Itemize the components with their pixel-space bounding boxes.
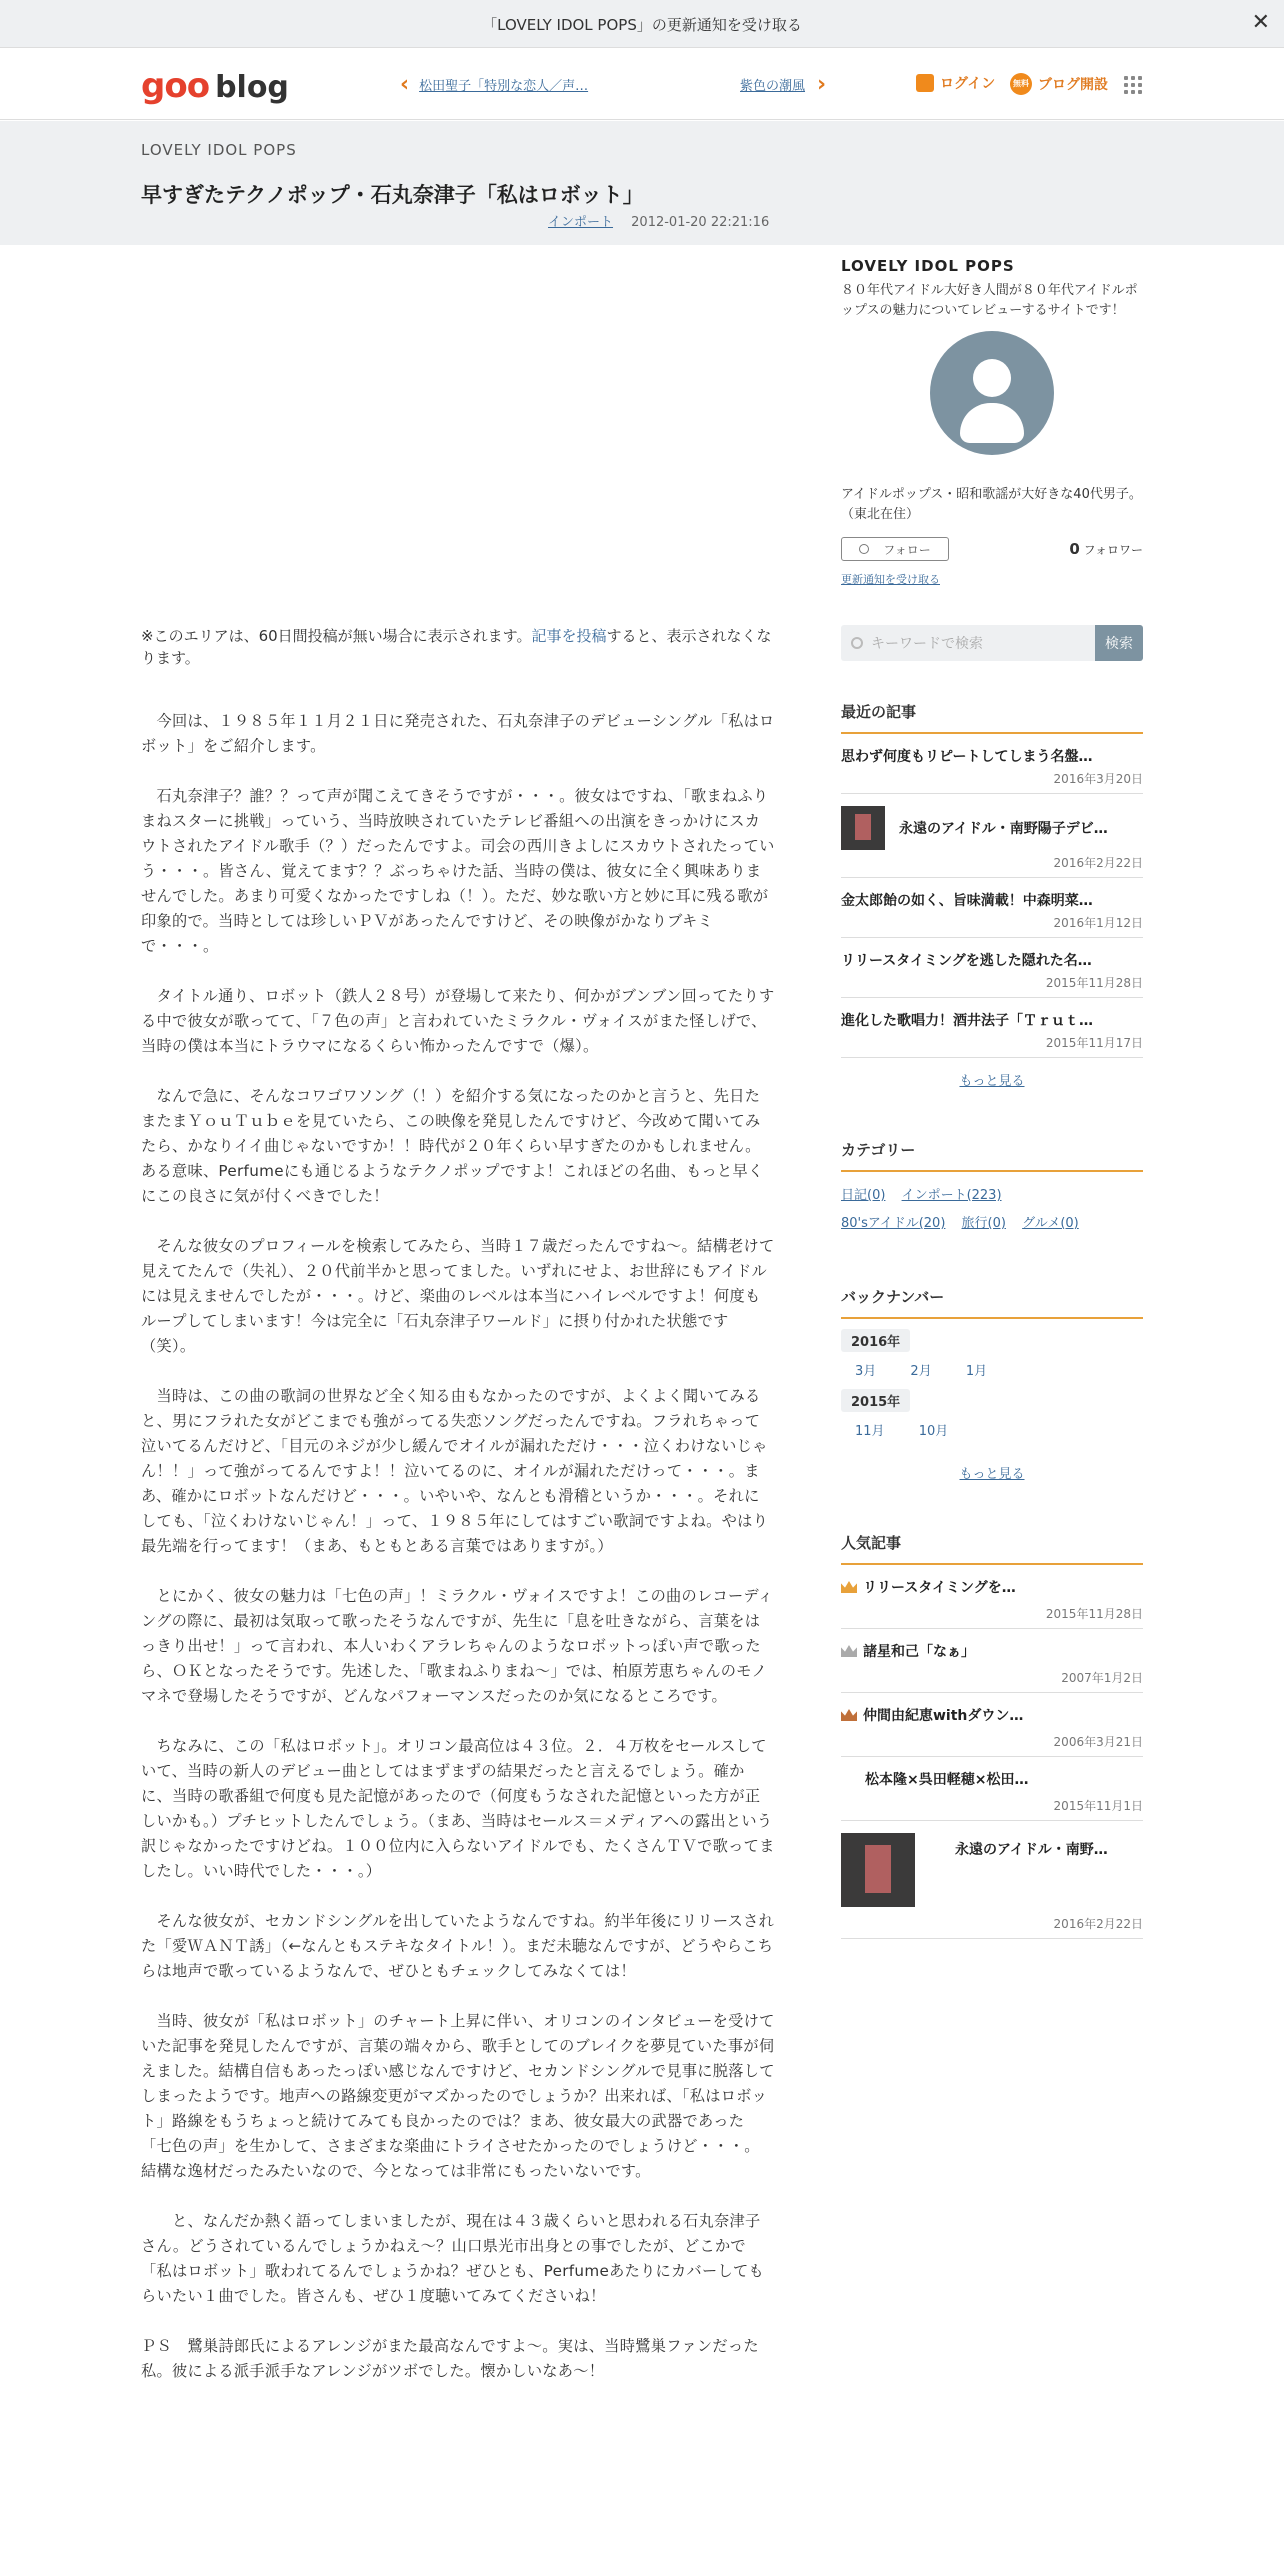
recent-article-date: 2016年2月22日 (1053, 856, 1143, 870)
logo-goo-text: goo (141, 66, 210, 106)
page-title: 早すぎたテクノポップ・石丸奈津子「私はロボット」 (141, 183, 644, 207)
popular-article-title[interactable]: リリースタイミングを… (863, 1580, 1016, 1596)
free-badge-icon: 無料 (1010, 73, 1032, 95)
previous-article-label[interactable]: 松田聖子「特別な恋人／声… (419, 79, 589, 94)
next-article-label[interactable]: 紫色の潮風 (740, 79, 806, 94)
article-paragraph: とにかく、彼女の魅力は「七色の声」！ミラクル・ヴォイスですよ！この曲のレコーディングの際に、最初は気取って歌ったそうなんですが、先生に「息を吐きながら、言葉をはっきり出せ！」って言われ、本人いわくアラレちゃんのようなロボットっぽい声で歌ったら、ＯＫとなったそうです。先述した、「歌まねふりまね～」では、柏原芳恵ちゃんのモノマネで登場したそうですが、どんなパフォーマンスだったのか気になるところです。 (141, 1587, 774, 1705)
list-item[interactable] (841, 734, 1143, 794)
article-paragraph: タイトル通り、ロボット（鉄人２８号）が登場して来たり、何かがブンブン回ってたりする中で彼女が歌ってて、「７色の声」と言われていたミラクル・ヴォイスがまた怪しげで、当時の僕は本当にトラウマになるくらい怖かったんですで（爆）。 (141, 987, 775, 1055)
article-thumbnail[interactable] (841, 806, 885, 850)
back-numbers (841, 1286, 1143, 1482)
ad-space (141, 245, 775, 625)
update-notice-bar[interactable] (0, 0, 1284, 48)
crown-icon (841, 1645, 857, 1657)
post-article-link[interactable]: 記事を投稿 (531, 627, 607, 645)
post-category-link[interactable]: インポート (548, 215, 614, 230)
month-list (855, 1420, 1143, 1439)
area-note-pre: ※このエリアは、60日間投稿が無い場合に表示されます。 (141, 627, 532, 645)
previous-article-link[interactable] (400, 71, 589, 97)
sidebar-blog-description: ８０年代アイドル大好き人間が８０年代アイドルポップスの魅力についてレビューするサイトです！ (841, 283, 1138, 318)
avatar[interactable] (930, 331, 1054, 455)
backnum-more-link[interactable]: もっと見る (959, 1467, 1025, 1482)
chevron-right-icon: › (817, 71, 827, 97)
top-navigation (0, 48, 1284, 120)
article-paragraph: 当時は、この曲の歌詞の世界など全く知る由もなかったのですが、よくよく聞いてみると、男にフラれた女がどこまでも強がってる失恋ソングだったんですね。フラれちゃって泣いてるんだけど、「目元のネジが少し緩んでオイルが漏れただけ・・・泣くわけないじゃん！！」って強がってるんですよ！！泣いてるのに、オイルが漏れただけって・・・。まあ、確かにロボットなんだけど・・・。いやいや、なんとも滑稽というか・・・。それにしても、「泣くわけないじゃん！」って、１９８５年にしてはすごい歌詞ですよね。やはり最先端を行ってます！（まあ、もともとある言葉ではありますが。） (141, 1387, 769, 1555)
recent-article-title[interactable]: 永遠のアイドル・南野陽子デビ… (899, 821, 1108, 837)
search-icon (851, 637, 863, 649)
category-link[interactable]: 日記(0) (841, 1188, 886, 1203)
popular-article-date: 2006年3月21日 (1053, 1735, 1143, 1749)
search-input[interactable] (841, 625, 1095, 661)
open-blog-label: ブログ開設 (1038, 77, 1108, 93)
category-link[interactable]: 旅行(0) (961, 1216, 1006, 1231)
avatar-head-icon (973, 359, 1011, 397)
recent-title: 最近の記事 (841, 701, 1143, 734)
goo-blog-logo[interactable] (141, 66, 289, 106)
sidebar-blog-name: LOVELY IDOL POPS (841, 257, 1015, 275)
follower-count (1069, 540, 1143, 558)
main-content (141, 245, 775, 2409)
recent-articles (841, 701, 1143, 1089)
search-button[interactable]: 検索 (1095, 625, 1143, 661)
user-icon (859, 544, 869, 554)
chevron-left-icon: ‹ (400, 71, 410, 97)
category-link[interactable]: インポート(223) (901, 1188, 1002, 1203)
popular-article-title[interactable]: 永遠のアイドル・南野… (955, 1842, 1108, 1858)
area-note-post: すると、表示されなくなります。 (141, 627, 772, 667)
search-placeholder: キーワードで検索 (871, 636, 983, 652)
month-link[interactable]: 3月 (855, 1364, 877, 1379)
recent-article-title[interactable]: 金太郎飴の如く、旨味満載！中森明菜… (841, 893, 1093, 909)
popular-article-date: 2007年1月2日 (1061, 1671, 1143, 1685)
search-box (841, 625, 1143, 661)
follow-label: フォロー (883, 542, 931, 557)
categories-title: カテゴリー (841, 1139, 1143, 1172)
article-paragraph: 今回は、１９８５年１１月２１日に発売された、石丸奈津子のデビューシングル「私はロボット」をご紹介します。 (141, 712, 775, 755)
area-note (141, 625, 775, 669)
profile-text: アイドルポップス・昭和歌謡が大好きな40代男子。（東北在住） (841, 487, 1142, 522)
categories (841, 1139, 1143, 1238)
article-thumbnail[interactable] (841, 1833, 915, 1907)
article-paragraph: そんな彼女が、セカンドシングルを出していたようなんですね。約半年後にリリースされた「愛ＷＡＮＴ誘」（←なんともステキなタイトル！）。まだ未聴なんですが、どうやらこちらは地声で歌っているようなんで、ぜひともチェックしてみなくては！ (141, 1912, 775, 1980)
crown-icon (841, 1581, 857, 1593)
post-datetime: 2012-01-20 22:21:16 (631, 215, 770, 230)
article-paragraph: 石丸奈津子？誰？？って声が聞こえてきそうですが・・・。彼女はですね、「歌まねふりまねスターに挑戦」っていう、当時放映されていたテレビ番組への出演をきっかけにスカウトされたアイドル歌手（？）だったんですよ。司会の西川きよしにスカウトされたっていう・・・。皆さん、覚えてます？？ぶっちゃけた話、当時の僕は、彼女に全く興味ありませんでした。あまり可愛くなかったですしね（！）。ただ、妙な歌い方と妙に耳に残る歌が印象的で。当時としては珍しいＰＶがあったんですけど、その映像がかなりブキミで・・・。 (141, 787, 775, 955)
recent-article-date: 2016年3月20日 (1053, 772, 1143, 786)
follow-button[interactable] (841, 537, 949, 561)
article-paragraph: なんで急に、そんなコワゴワソング（！）を紹介する気になったのかと言うと、先日たまたまＹｏｕＴｕｂｅを見ていたら、この映像を発見したんですけど、今改めて聞いてみたら、かなりイイ曲じゃないですか！！時代が２０年くらい早すぎたのかもしれません。ある意味、Perfumeにも通じるようなテクノポップですよ！これほどの名曲、もっと早くにこの良さに気が付くべきでした！ (141, 1087, 764, 1205)
popular-article-date: 2016年2月22日 (1053, 1917, 1143, 1931)
lock-icon (916, 74, 934, 92)
recent-article-title[interactable]: 進化した歌唱力！酒井法子「Ｔｒｕｔ… (841, 1013, 1093, 1029)
article-paragraph: そんな彼女のプロフィールを検索してみたら、当時１７歳だったんですね～。結構老けて見えてたんで（失礼）、２０代前半かと思ってました。いずれにせよ、お世辞にもアイドルには見えませんでしたが・・・。けど、楽曲のレベルは本当にハイレベルですよ！何度もループしてしまいます！今は完全に「石丸奈津子ワールド」に摂り付かれた状態です（笑）。 (141, 1237, 775, 1355)
popular-article-title[interactable]: 仲間由紀恵withダウン… (863, 1708, 1024, 1724)
month-link[interactable]: 2月 (910, 1364, 932, 1379)
popular-articles (841, 1532, 1143, 1939)
blog-name[interactable]: LOVELY IDOL POPS (141, 141, 297, 159)
list-item[interactable] (841, 794, 1143, 878)
list-item[interactable] (841, 878, 1143, 938)
recent-article-title[interactable]: 思わず何度もリピートしてしまう名盤… (841, 749, 1093, 765)
recent-more-link[interactable]: もっと見る (959, 1074, 1025, 1089)
month-link[interactable]: 10月 (918, 1424, 949, 1439)
notify-link[interactable]: 更新通知を受け取る (841, 573, 940, 586)
year-badge: 2016年 (841, 1329, 910, 1352)
popular-article-date: 2015年11月28日 (1045, 1607, 1143, 1621)
recent-article-date: 2016年1月12日 (1053, 916, 1143, 930)
article-paragraph: 当時、彼女が「私はロボット」のチャート上昇に伴い、オリコンのインタビューを受けていた記事を発見したんですが、言葉の端々から、歌手としてのブレイクを夢見ていた事が伺えました。結構自信もあったっぽい感じなんですけど、セカンドシングルで見事に脱落してしまったようです。地声への路線変更がマズかったのでしょうか？出来れば、「私はロボット」路線をもうちょっと続けてみても良かったのでは？まあ、彼女最大の武器であった「七色の声」を生かして、さまざまな楽曲にトライさせたかったのでしょうけど・・・。結構な逸材だったみたいなので、今となっては非常にもったいないです。 (141, 2012, 775, 2180)
sidebar (841, 245, 1143, 1939)
month-list (855, 1360, 1143, 1379)
app-grid-icon[interactable] (1124, 76, 1142, 94)
article-header (0, 121, 1284, 245)
month-link[interactable]: 11月 (855, 1424, 885, 1439)
month-link[interactable]: 1月 (965, 1364, 988, 1379)
popular-article-date: 2015年11月1日 (1053, 1799, 1143, 1813)
category-link[interactable]: グルメ(0) (1022, 1216, 1079, 1231)
recent-article-title[interactable]: リリースタイミングを逃した隠れた名… (841, 953, 1092, 969)
login-label: ログイン (940, 76, 996, 92)
popular-article-title[interactable]: 諸星和己「なぁ」 (863, 1644, 975, 1660)
avatar-body-icon (960, 403, 1024, 443)
article-paragraph: ＰＳ 鷺巣詩郎氏によるアレンジがまた最高なんですよ～。実は、当時鷺巣ファンだった私。彼による派手派手なアレンジがツボでした。懐かしいなあ～！ (141, 2337, 759, 2380)
follower-label: フォロワー (1083, 543, 1143, 557)
list-item[interactable] (841, 998, 1143, 1058)
close-icon[interactable]: ✕ (1251, 10, 1270, 35)
list-item[interactable] (841, 1821, 1143, 1939)
list-item[interactable] (841, 1565, 1143, 1629)
backnum-title: バックナンバー (841, 1286, 1143, 1319)
crown-icon (841, 1709, 857, 1721)
category-link[interactable]: 80'sアイドル(20) (841, 1216, 946, 1231)
list-item[interactable] (841, 938, 1143, 998)
article-paragraph: ちなみに、この「私はロボット」。オリコン最高位は４３位。２．４万枚をセールスしていて、当時の新人のデビュー曲としてはまずまずの結果だったと言えるでしょう。確かに、当時の歌番組で何度も見た記憶があったので（何度もうなされた記憶といった方が正しいかも。）プチヒットしたんでしょう。（まあ、当時はセールス＝メディアへの露出という訳じゃなかったですけどね。１００位内に入らないアイドルでも、たくさんＴＶで歌ってましたし。いい時代でした・・・。） (141, 1737, 775, 1880)
year-badge: 2015年 (841, 1389, 910, 1412)
follower-number: 0 (1069, 540, 1080, 558)
post-meta (548, 211, 769, 230)
logo-blog-text: blog (215, 70, 289, 105)
list-item[interactable] (841, 1757, 1143, 1821)
next-article-link[interactable] (740, 71, 827, 97)
list-item[interactable] (841, 1629, 1143, 1693)
article-body (141, 709, 775, 2384)
popular-article-title[interactable]: 松本隆×呉田軽穂×松田… (865, 1772, 1029, 1788)
article-paragraph: と、なんだか熱く語ってしまいましたが、現在は４３歳くらいと思われる石丸奈津子さん。どうされているんでしょうかねえ～？山口県光市出身との事でしたが、どこかで「私はロボット」歌われてるんでしょうかね？ぜひとも、Perfumeあたりにカバーしてもらいたい１曲でした。皆さんも、ぜひ１度聴いてみてくださいね！ (141, 2212, 764, 2305)
category-list (841, 1182, 1143, 1238)
open-blog-button[interactable] (1010, 73, 1108, 95)
popular-title: 人気記事 (841, 1532, 1143, 1565)
recent-article-date: 2015年11月17日 (1045, 1036, 1143, 1050)
list-item[interactable] (841, 1693, 1143, 1757)
update-notice-text[interactable]: 「LOVELY IDOL POPS」の更新通知を受け取る (482, 16, 802, 34)
login-button[interactable] (916, 73, 995, 93)
follow-row (841, 537, 1143, 561)
recent-article-date: 2015年11月28日 (1045, 976, 1143, 990)
